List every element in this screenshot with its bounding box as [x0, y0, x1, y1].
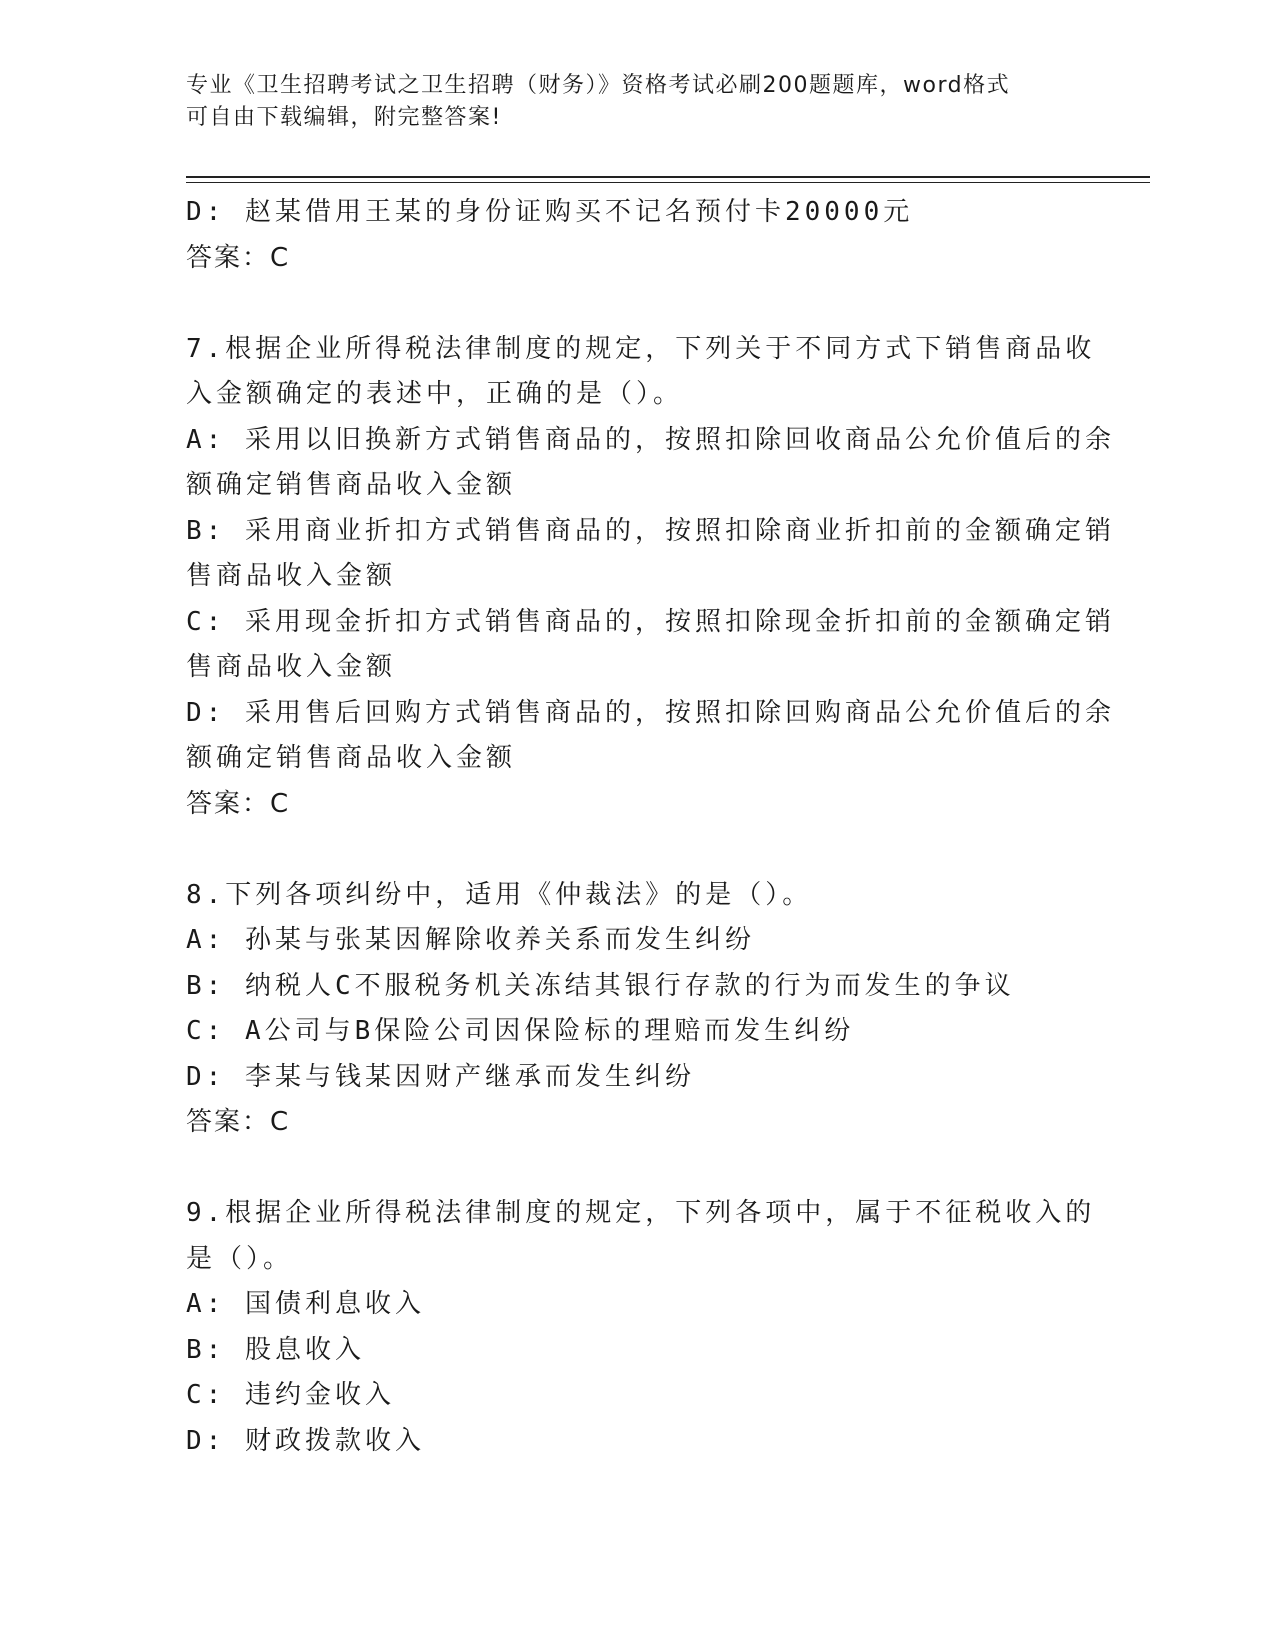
spacer: [186, 827, 1086, 873]
q7-option-c-line-1: C: 采用现金折扣方式销售商品的，按照扣除现金折扣前的金额确定销: [186, 606, 1115, 637]
q7-option-c-line-2: 售商品收入金额: [186, 652, 397, 682]
header-line-2: 可自由下载编辑，附完整答案!: [186, 105, 502, 130]
q8-option-b: B: 纳税人C不服税务机关冻结其银行存款的行为而发生的争议: [186, 970, 1015, 1001]
q7-option-d-line-1: D: 采用售后回购方式销售商品的，按照扣除回购商品公允价值后的余: [186, 697, 1115, 728]
header-line-1: 专业《卫生招聘考试之卫生招聘（财务）》资格考试必刷200题题库，word格式: [186, 73, 1011, 98]
question-body: [186, 190, 1115, 1464]
q7-stem-line-2: 入金额确定的表述中，正确的是（）。: [186, 379, 684, 409]
q7-stem-line-1: 7.根据企业所得税法律制度的规定，下列关于不同方式下销售商品收: [186, 333, 1096, 364]
spacer: [186, 1146, 1086, 1192]
q7-option-d-line-2: 额确定销售商品收入金额: [186, 743, 517, 773]
q9-option-b: B: 股息收入: [186, 1334, 365, 1365]
q8-answer: 答案：C: [186, 1107, 291, 1137]
header-rule-thin: [186, 182, 1150, 183]
q9-option-c: C: 违约金收入: [186, 1380, 395, 1410]
header-rule-thick: [186, 176, 1150, 178]
q8-option-d: D: 李某与钱某因财产继承而发生纠纷: [186, 1061, 695, 1092]
q8-option-c: C: A公司与B保险公司因保险标的理赔而发生纠纷: [186, 1016, 855, 1046]
q6-answer: 答案：C: [186, 242, 291, 273]
spacer: [186, 281, 1086, 327]
q7-option-b-line-1: B: 采用商业折扣方式销售商品的，按照扣除商业折扣前的金额确定销: [186, 515, 1115, 546]
page-header: [186, 70, 1066, 134]
q7-option-a-line-2: 额确定销售商品收入金额: [186, 470, 517, 500]
q9-option-a: A: 国债利息收入: [186, 1289, 425, 1319]
q8-option-a: A: 孙某与张某因解除收养关系而发生纠纷: [186, 925, 755, 955]
q8-stem-line-1: 8.下列各项纠纷中，适用《仲裁法》的是（）。: [186, 879, 813, 910]
q6-option-d: D: 赵某借用王某的身份证购买不记名预付卡20000元: [186, 197, 914, 227]
q7-answer: 答案：C: [186, 788, 291, 819]
q7-option-a-line-1: A: 采用以旧换新方式销售商品的，按照扣除回收商品公允价值后的余: [186, 424, 1115, 455]
q9-stem-line-2: 是（）。: [186, 1243, 294, 1274]
q9-stem-line-1: 9.根据企业所得税法律制度的规定，下列各项中，属于不征税收入的: [186, 1198, 1096, 1228]
q7-option-b-line-2: 售商品收入金额: [186, 561, 397, 591]
q9-option-d: D: 财政拨款收入: [186, 1425, 425, 1456]
